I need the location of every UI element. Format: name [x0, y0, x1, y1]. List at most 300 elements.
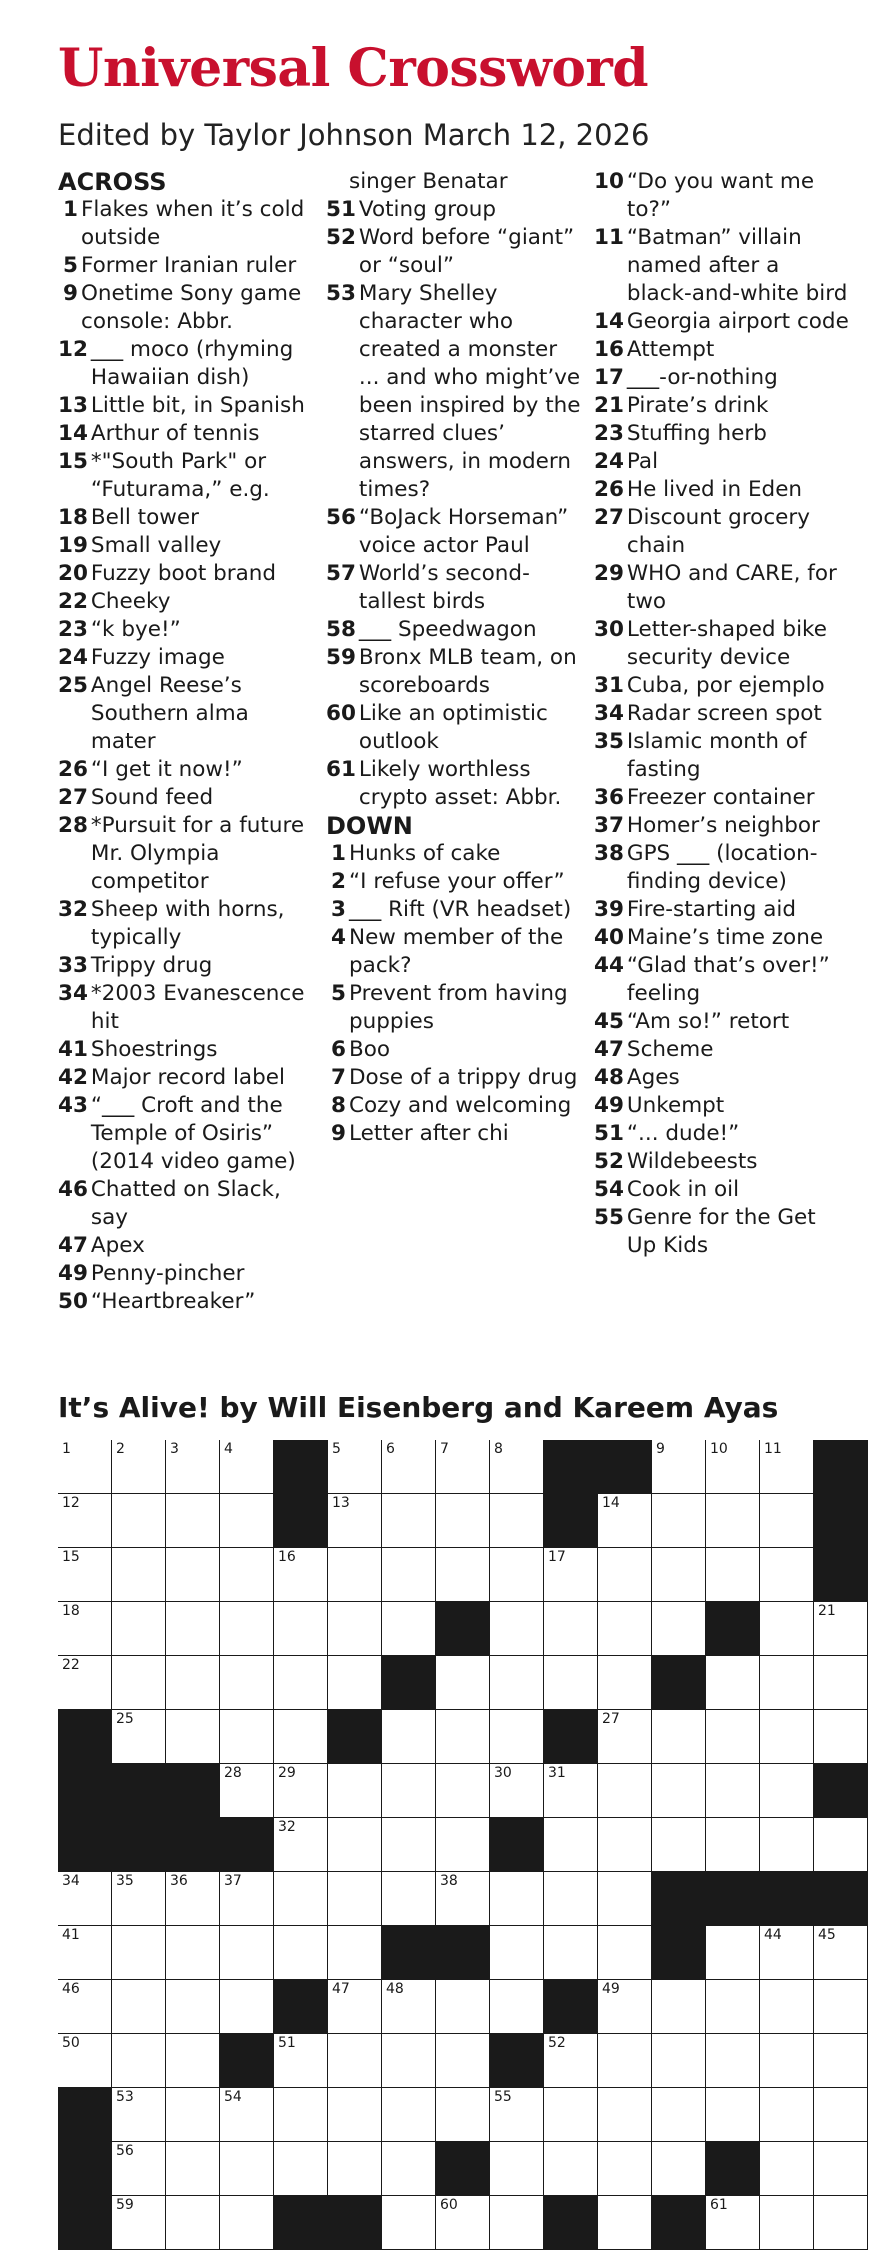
grid-cell[interactable] [166, 1980, 220, 2034]
clue-item[interactable] [326, 560, 581, 616]
grid-cell[interactable] [544, 1926, 598, 1980]
grid-cell[interactable] [490, 1872, 544, 1926]
grid-cell[interactable] [328, 1872, 382, 1926]
clue-item[interactable] [594, 448, 849, 476]
clue-item[interactable] [58, 672, 313, 756]
grid-cell[interactable] [220, 2088, 274, 2142]
grid-cell[interactable] [760, 2142, 814, 2196]
grid-cell[interactable] [166, 1548, 220, 1602]
clue-number: 42 [58, 1065, 88, 1090]
grid-cell[interactable] [112, 1656, 166, 1710]
clue-text: Attempt [626, 337, 715, 362]
across-clue-list [58, 196, 313, 1316]
grid-cell[interactable] [436, 1710, 490, 1764]
grid-cell[interactable] [112, 2088, 166, 2142]
clue-item[interactable] [58, 1092, 313, 1176]
grid-cell[interactable] [274, 1818, 328, 1872]
grid-cell[interactable] [760, 1494, 814, 1548]
clue-text: Voting group [358, 197, 497, 222]
clue-number: 24 [58, 645, 88, 670]
grid-cell[interactable] [490, 1548, 544, 1602]
grid-cell[interactable] [706, 1656, 760, 1710]
grid-block [166, 1764, 220, 1818]
grid-cell[interactable] [598, 2034, 652, 2088]
clue-item[interactable] [58, 980, 313, 1036]
grid-cell[interactable] [274, 1926, 328, 1980]
grid-cell[interactable] [328, 2088, 382, 2142]
grid-cell[interactable] [328, 2034, 382, 2088]
clue-item[interactable] [594, 672, 849, 700]
grid-cell[interactable] [274, 1548, 328, 1602]
grid-cell[interactable] [58, 1440, 112, 1494]
grid-cell[interactable] [382, 1980, 436, 2034]
grid-cell[interactable] [58, 1980, 112, 2034]
grid-cell[interactable] [490, 1926, 544, 1980]
clue-item[interactable] [594, 1176, 849, 1204]
cell-number: 16 [278, 1549, 296, 1565]
grid-cell[interactable] [598, 2088, 652, 2142]
grid-cell[interactable] [706, 2196, 760, 2250]
grid-cell[interactable] [760, 1602, 814, 1656]
grid-cell[interactable] [490, 2088, 544, 2142]
grid-cell[interactable] [598, 1494, 652, 1548]
clue-item[interactable] [326, 896, 581, 924]
cell-number: 60 [440, 2197, 458, 2213]
grid-cell[interactable] [544, 1872, 598, 1926]
clue-item[interactable] [58, 644, 313, 672]
grid-cell[interactable] [814, 2034, 868, 2088]
grid-cell[interactable] [382, 2088, 436, 2142]
clue-item[interactable] [594, 504, 849, 560]
clue-item[interactable] [594, 1148, 849, 1176]
grid-cell[interactable] [112, 1980, 166, 2034]
clue-item[interactable] [594, 560, 849, 616]
clue-item[interactable] [58, 588, 313, 616]
clue-item[interactable] [594, 168, 849, 224]
grid-cell[interactable] [760, 1980, 814, 2034]
grid-cell[interactable] [112, 1710, 166, 1764]
cell-number: 35 [116, 1873, 134, 1889]
clue-number: 16 [594, 337, 624, 362]
grid-cell[interactable] [760, 1926, 814, 1980]
grid-cell[interactable] [598, 1926, 652, 1980]
clue-item[interactable] [594, 812, 849, 840]
grid-cell[interactable] [436, 2034, 490, 2088]
grid-cell[interactable] [436, 1980, 490, 2034]
grid-cell[interactable] [814, 2196, 868, 2250]
grid-cell[interactable] [436, 2088, 490, 2142]
clue-item[interactable] [594, 1204, 849, 1260]
grid-cell[interactable] [220, 1440, 274, 1494]
grid-cell[interactable] [760, 2088, 814, 2142]
grid-cell[interactable] [328, 1656, 382, 1710]
grid-cell[interactable] [652, 2034, 706, 2088]
clue-item[interactable] [326, 504, 581, 560]
grid-cell[interactable] [760, 1440, 814, 1494]
clue-item[interactable] [594, 1092, 849, 1120]
clue-item[interactable] [594, 420, 849, 448]
cell-number: 36 [170, 1873, 188, 1889]
clue-item[interactable] [326, 196, 581, 224]
clue-item[interactable] [326, 868, 581, 896]
clue-item[interactable] [326, 1120, 581, 1148]
grid-cell[interactable] [274, 1710, 328, 1764]
grid-cell[interactable] [220, 1926, 274, 1980]
clue-text: Stuffing herb [626, 421, 767, 446]
clue-columns [58, 168, 848, 1368]
clue-item[interactable] [58, 1288, 313, 1316]
grid-block [58, 2142, 112, 2196]
grid-cell[interactable] [58, 2034, 112, 2088]
grid-cell[interactable] [652, 1980, 706, 2034]
grid-cell[interactable] [598, 1602, 652, 1656]
clue-item[interactable] [58, 784, 313, 812]
grid-block [652, 1872, 706, 1926]
clue-item[interactable] [594, 1036, 849, 1064]
grid-cell[interactable] [436, 1548, 490, 1602]
cell-number: 34 [62, 1873, 80, 1889]
grid-cell[interactable] [814, 1980, 868, 2034]
clue-item[interactable] [58, 756, 313, 784]
grid-cell[interactable] [58, 1494, 112, 1548]
grid-cell[interactable] [220, 1494, 274, 1548]
clue-text: Prevent from having puppies [349, 981, 568, 1034]
grid-cell[interactable] [436, 2196, 490, 2250]
grid-cell[interactable] [328, 1440, 382, 1494]
grid-cell[interactable] [814, 1926, 868, 1980]
grid-cell[interactable] [706, 2034, 760, 2088]
clue-item[interactable] [594, 1008, 849, 1036]
grid-cell[interactable] [112, 1926, 166, 1980]
grid-cell[interactable] [274, 1872, 328, 1926]
grid-cell[interactable] [706, 1926, 760, 1980]
clue-item[interactable] [594, 1064, 849, 1092]
cell-number: 27 [602, 1711, 620, 1727]
clue-item[interactable] [58, 532, 313, 560]
grid-cell[interactable] [706, 2088, 760, 2142]
clue-item[interactable] [594, 336, 849, 364]
clue-item[interactable] [594, 308, 849, 336]
clue-text: New member of the pack? [349, 925, 564, 978]
grid-cell[interactable] [274, 2142, 328, 2196]
clue-item[interactable] [58, 336, 313, 392]
grid-cell[interactable] [706, 1494, 760, 1548]
clue-number: 60 [326, 701, 356, 726]
grid-cell[interactable] [166, 1710, 220, 1764]
clue-item[interactable] [58, 1064, 313, 1092]
clue-number: 49 [594, 1093, 624, 1118]
clue-item[interactable] [326, 1092, 581, 1120]
clue-text: Freezer container [626, 785, 815, 810]
grid-cell[interactable] [760, 1548, 814, 1602]
grid-cell[interactable] [58, 1656, 112, 1710]
grid-cell[interactable] [490, 1602, 544, 1656]
grid-cell[interactable] [544, 1818, 598, 1872]
grid-cell[interactable] [382, 2034, 436, 2088]
clue-item[interactable] [326, 700, 581, 756]
clue-item[interactable] [594, 840, 849, 896]
clue-item[interactable] [58, 616, 313, 644]
clue-number: 14 [594, 309, 624, 334]
grid-cell[interactable] [328, 1494, 382, 1548]
grid-cell[interactable] [382, 1440, 436, 1494]
clue-text: *"South Park" or “Futurama,” e.g. [90, 449, 270, 502]
cell-number: 7 [440, 1441, 449, 1457]
grid-cell[interactable] [58, 1602, 112, 1656]
grid-cell[interactable] [166, 1926, 220, 1980]
grid-cell[interactable] [328, 1548, 382, 1602]
clue-item[interactable] [326, 280, 581, 504]
grid-cell[interactable] [220, 1656, 274, 1710]
clue-item[interactable] [58, 896, 313, 952]
grid-cell[interactable] [436, 1764, 490, 1818]
clue-item[interactable] [594, 224, 849, 308]
grid-cell[interactable] [760, 1656, 814, 1710]
grid-cell[interactable] [814, 1602, 868, 1656]
grid-cell[interactable] [436, 1872, 490, 1926]
grid-cell[interactable] [220, 1710, 274, 1764]
grid-cell[interactable] [112, 2034, 166, 2088]
grid-cell[interactable] [436, 1440, 490, 1494]
grid-cell[interactable] [382, 1494, 436, 1548]
clue-item[interactable] [58, 504, 313, 532]
grid-cell[interactable] [166, 1656, 220, 1710]
grid-cell[interactable] [436, 1818, 490, 1872]
grid-cell[interactable] [652, 1548, 706, 1602]
grid-cell[interactable] [544, 1656, 598, 1710]
grid-cell[interactable] [382, 2142, 436, 2196]
grid-cell[interactable] [814, 2142, 868, 2196]
grid-cell[interactable] [652, 2088, 706, 2142]
grid-cell[interactable] [598, 1818, 652, 1872]
grid-cell[interactable] [490, 1656, 544, 1710]
grid-cell[interactable] [328, 1602, 382, 1656]
grid-cell[interactable] [706, 1818, 760, 1872]
grid-cell[interactable] [220, 2142, 274, 2196]
clue-item[interactable] [594, 392, 849, 420]
grid-cell[interactable] [328, 1764, 382, 1818]
grid-cell[interactable] [58, 1872, 112, 1926]
grid-cell[interactable] [112, 2142, 166, 2196]
grid-cell[interactable] [760, 1764, 814, 1818]
clue-item[interactable] [326, 756, 581, 812]
grid-cell[interactable] [58, 1926, 112, 1980]
grid-cell[interactable] [598, 1710, 652, 1764]
clue-number: 17 [594, 365, 624, 390]
clue-number: 57 [326, 561, 356, 586]
clue-item[interactable] [326, 1036, 581, 1064]
grid-cell[interactable] [274, 1764, 328, 1818]
clue-item[interactable] [326, 616, 581, 644]
grid-cell[interactable] [436, 1494, 490, 1548]
grid-cell[interactable] [490, 2142, 544, 2196]
grid-cell[interactable] [652, 1494, 706, 1548]
grid-cell[interactable] [220, 2196, 274, 2250]
cell-number: 6 [386, 1441, 395, 1457]
grid-cell[interactable] [274, 2088, 328, 2142]
grid-cell[interactable] [58, 1548, 112, 1602]
clue-text: Cook in oil [626, 1177, 740, 1202]
grid-cell[interactable] [544, 2088, 598, 2142]
clue-item[interactable] [326, 224, 581, 280]
grid-cell[interactable] [112, 1440, 166, 1494]
grid-cell[interactable] [328, 1926, 382, 1980]
clue-item[interactable] [58, 420, 313, 448]
clue-item[interactable] [58, 1232, 313, 1260]
clue-item[interactable] [594, 476, 849, 504]
grid-cell[interactable] [382, 1818, 436, 1872]
grid-cell[interactable] [814, 1710, 868, 1764]
clue-text: “I get it now!” [90, 757, 243, 782]
clue-item[interactable] [594, 700, 849, 728]
clue-item[interactable] [58, 1036, 313, 1064]
grid-cell[interactable] [706, 1764, 760, 1818]
clue-item[interactable] [58, 812, 313, 896]
clue-item[interactable] [594, 1120, 849, 1148]
grid-cell[interactable] [544, 1548, 598, 1602]
grid-cell[interactable] [382, 1602, 436, 1656]
grid-cell[interactable] [544, 1602, 598, 1656]
grid-cell[interactable] [490, 1440, 544, 1494]
grid-cell[interactable] [706, 1980, 760, 2034]
clue-number: 52 [326, 225, 356, 250]
grid-cell[interactable] [814, 1818, 868, 1872]
clue-item[interactable] [58, 280, 313, 336]
clue-item[interactable] [58, 448, 313, 504]
clue-item[interactable] [58, 392, 313, 420]
grid-cell[interactable] [652, 1602, 706, 1656]
grid-cell[interactable] [328, 1818, 382, 1872]
clue-number: 45 [594, 1009, 624, 1034]
clue-item[interactable] [326, 1064, 581, 1092]
grid-cell[interactable] [814, 2088, 868, 2142]
grid-cell[interactable] [382, 1764, 436, 1818]
grid-block [706, 1872, 760, 1926]
clue-item[interactable] [594, 364, 849, 392]
clue-item[interactable] [594, 952, 849, 1008]
clue-item[interactable] [326, 644, 581, 700]
grid-cell[interactable] [166, 2034, 220, 2088]
grid-cell[interactable] [436, 1656, 490, 1710]
grid-cell[interactable] [382, 2196, 436, 2250]
clue-item[interactable] [326, 840, 581, 868]
grid-cell[interactable] [112, 1548, 166, 1602]
grid-cell[interactable] [274, 1656, 328, 1710]
grid-cell[interactable] [652, 1440, 706, 1494]
grid-cell[interactable] [544, 2034, 598, 2088]
clue-item[interactable] [58, 196, 313, 252]
grid-cell[interactable] [760, 1710, 814, 1764]
clue-item[interactable] [594, 896, 849, 924]
grid-cell[interactable] [598, 2142, 652, 2196]
clue-item[interactable] [58, 252, 313, 280]
grid-block [544, 1494, 598, 1548]
grid-block [436, 2142, 490, 2196]
grid-cell[interactable] [220, 1872, 274, 1926]
grid-cell[interactable] [166, 1494, 220, 1548]
grid-cell[interactable] [382, 1548, 436, 1602]
grid-cell[interactable] [274, 1602, 328, 1656]
grid-cell[interactable] [220, 1548, 274, 1602]
grid-cell[interactable] [760, 2034, 814, 2088]
grid-cell[interactable] [166, 2088, 220, 2142]
grid-cell[interactable] [706, 1710, 760, 1764]
clue-item[interactable] [594, 616, 849, 672]
clue-number: 31 [594, 673, 624, 698]
grid-cell[interactable] [598, 1980, 652, 2034]
clue-number: 32 [58, 897, 88, 922]
grid-cell[interactable] [220, 1602, 274, 1656]
clue-item[interactable] [594, 728, 849, 784]
grid-cell[interactable] [706, 1440, 760, 1494]
clue-text: “BoJack Horseman” voice actor Paul [358, 505, 569, 558]
grid-cell[interactable] [166, 1872, 220, 1926]
grid-cell[interactable] [112, 1872, 166, 1926]
grid-cell[interactable] [652, 1764, 706, 1818]
clue-item[interactable] [58, 560, 313, 588]
grid-block [436, 1926, 490, 1980]
grid-cell[interactable] [490, 1764, 544, 1818]
grid-cell[interactable] [652, 1818, 706, 1872]
grid-cell[interactable] [598, 1548, 652, 1602]
grid-cell[interactable] [544, 2142, 598, 2196]
clue-item[interactable] [58, 952, 313, 980]
grid-cell[interactable] [490, 1710, 544, 1764]
grid-cell[interactable] [112, 1602, 166, 1656]
grid-cell[interactable] [166, 1602, 220, 1656]
grid-cell[interactable] [490, 1494, 544, 1548]
grid-cell[interactable] [274, 2034, 328, 2088]
grid-cell[interactable] [112, 2196, 166, 2250]
clue-item[interactable] [326, 980, 581, 1036]
grid-cell[interactable] [166, 2196, 220, 2250]
grid-cell[interactable] [382, 1872, 436, 1926]
grid-cell[interactable] [328, 1980, 382, 2034]
grid-cell[interactable] [166, 2142, 220, 2196]
grid-cell[interactable] [490, 2196, 544, 2250]
grid-cell[interactable] [706, 1548, 760, 1602]
grid-block [436, 1602, 490, 1656]
grid-cell[interactable] [814, 1656, 868, 1710]
cell-number: 51 [278, 2035, 296, 2051]
grid-cell[interactable] [328, 2142, 382, 2196]
grid-cell[interactable] [598, 2196, 652, 2250]
clue-item[interactable] [594, 784, 849, 812]
grid-cell[interactable] [760, 2196, 814, 2250]
grid-cell[interactable] [598, 1656, 652, 1710]
clue-item[interactable] [326, 924, 581, 980]
cell-number: 47 [332, 1981, 350, 1997]
grid-cell[interactable] [598, 1764, 652, 1818]
grid-cell[interactable] [652, 1710, 706, 1764]
grid-cell[interactable] [112, 1494, 166, 1548]
clue-item[interactable] [58, 1260, 313, 1288]
clue-item[interactable] [58, 1176, 313, 1232]
grid-cell[interactable] [544, 1764, 598, 1818]
grid-cell[interactable] [598, 1872, 652, 1926]
grid-cell[interactable] [490, 1980, 544, 2034]
grid-cell[interactable] [760, 1818, 814, 1872]
grid-cell[interactable] [166, 1440, 220, 1494]
grid-cell[interactable] [652, 2142, 706, 2196]
grid-cell[interactable] [220, 1980, 274, 2034]
grid-block [706, 2142, 760, 2196]
clue-number: 5 [63, 253, 78, 278]
across-heading: ACROSS [58, 168, 167, 196]
grid-cell[interactable] [382, 1710, 436, 1764]
clue-item[interactable] [594, 924, 849, 952]
grid-cell[interactable] [220, 1764, 274, 1818]
